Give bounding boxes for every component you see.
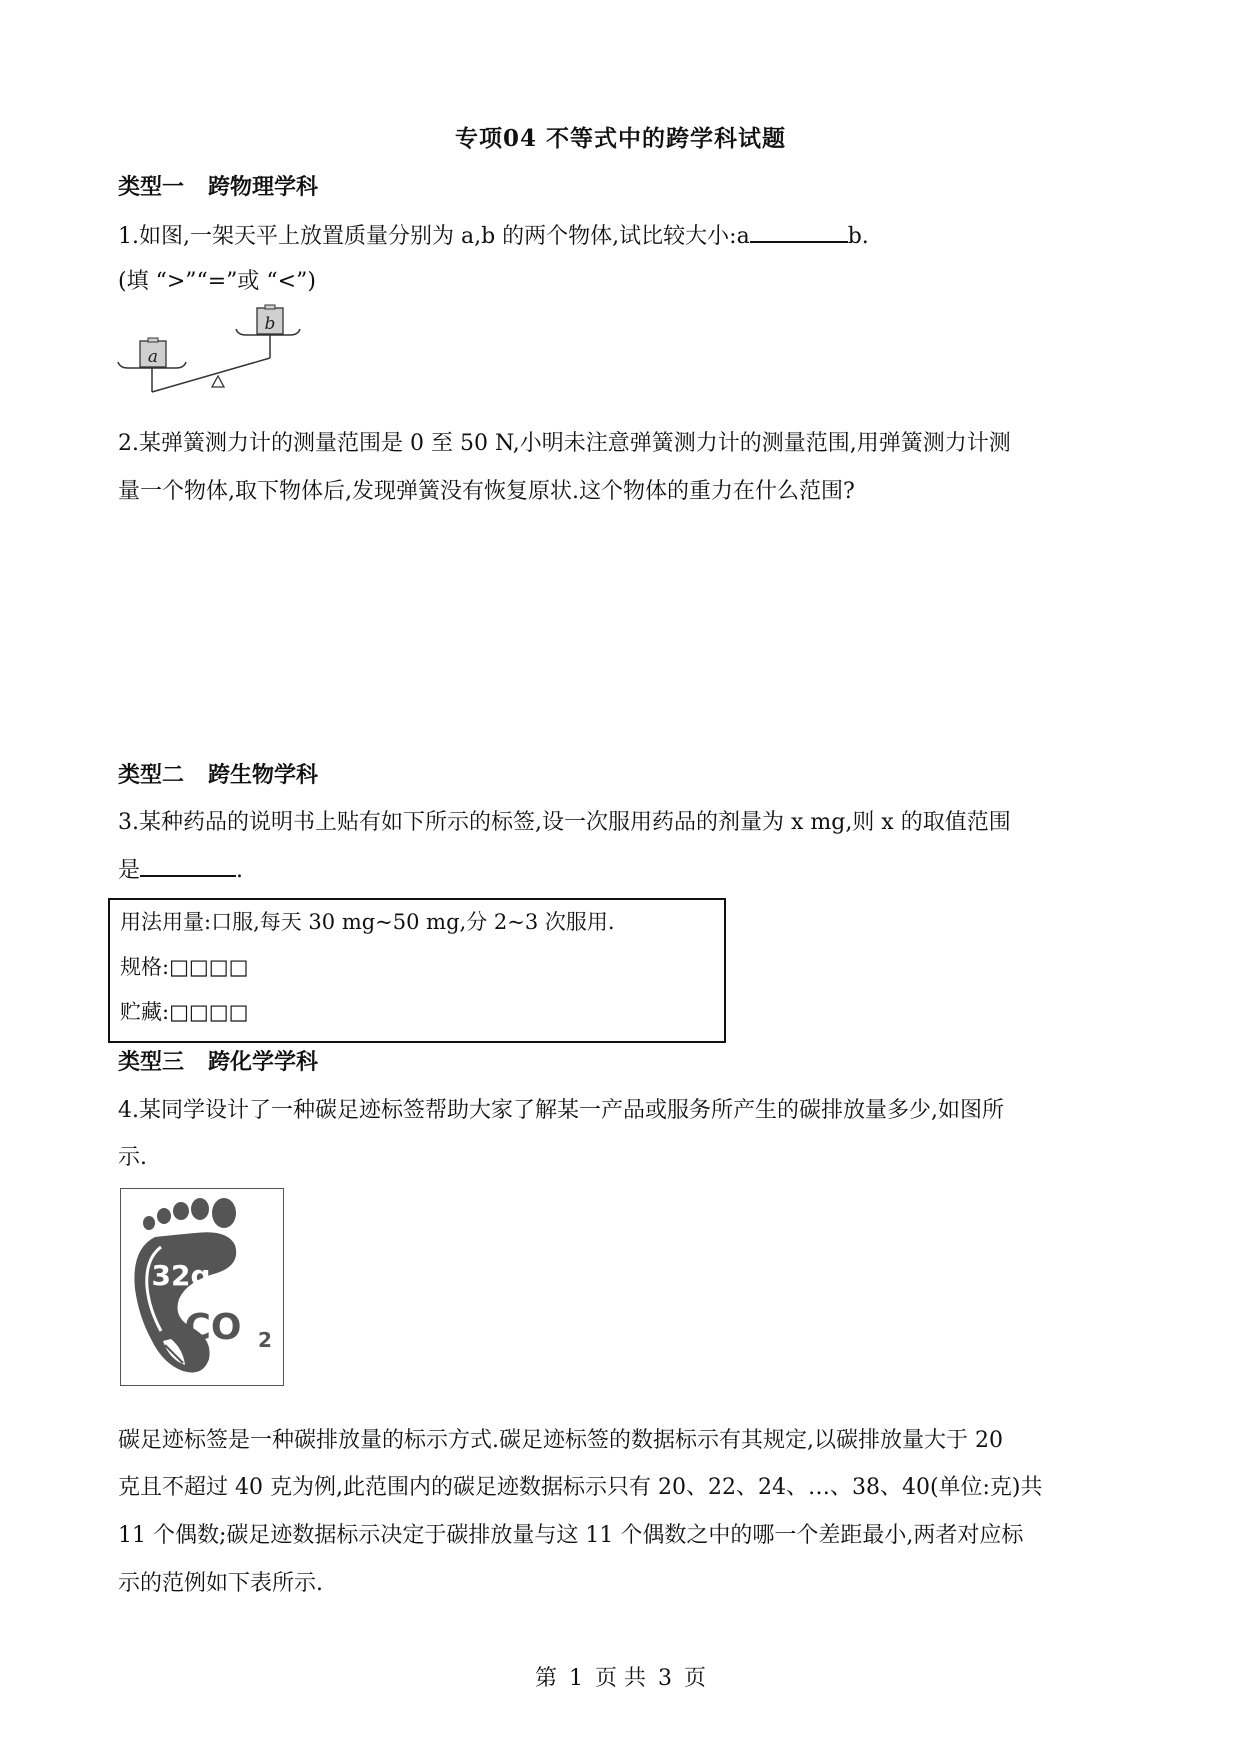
balance-scale-figure (116, 300, 338, 400)
q4-para-line-4: 示的范例如下表所示. (118, 1571, 323, 1596)
q3-line-2 (118, 853, 243, 884)
q4-para-line-3: 11 个偶数;碳足迹数据标示决定于碳排放量与这 11 个偶数之中的哪一个差距最小,两者对应标 (118, 1523, 1024, 1548)
question-1 (118, 219, 869, 250)
q1-text: 1.如图,一架天平上放置质量分别为 a,b 的两个物体,试比较大小:a (118, 224, 750, 249)
badge-subscript-text: 2 (258, 1328, 272, 1352)
label-row-storage: 贮藏:□□□□ (120, 1000, 249, 1024)
section-label: 类型二 (118, 762, 185, 788)
answer-blank (750, 223, 848, 243)
badge-unit-text: CO (184, 1307, 242, 1348)
footprint-icon (121, 1189, 283, 1385)
q3-text: 是 (118, 858, 141, 883)
badge-value-text: 32g (151, 1259, 211, 1292)
label-row-spec: 规格:□□□□ (120, 955, 249, 979)
q3-line-1: 3.某种药品的说明书上贴有如下所示的标签,设一次服用药品的剂量为 x mg,则 x 的取值范围 (118, 810, 1011, 835)
footer-mid: 页 共 (595, 1666, 646, 1691)
section-name: 跨化学学科 (208, 1049, 319, 1075)
section-name: 跨物理学科 (208, 174, 319, 200)
section-heading-physics (118, 170, 318, 201)
q4-para-line-1: 碳足迹标签是一种碳排放量的标示方式.碳足迹标签的数据标示有其规定,以碳排放量大于 20 (118, 1428, 1003, 1453)
mass-label-a: a (147, 347, 159, 367)
q3-text-end: . (236, 858, 244, 883)
footer-prefix: 第 (534, 1666, 557, 1691)
section-label: 类型一 (118, 174, 185, 200)
q1-text-end: b. (847, 224, 869, 249)
page-total: 3 (658, 1666, 672, 1691)
mass-label-b: b (264, 314, 276, 334)
section-name: 跨生物学科 (208, 762, 319, 788)
page-title: 专项04 不等式中的跨学科试题 (454, 125, 786, 152)
footer-suffix: 页 (684, 1666, 707, 1691)
label-row-dosage: 用法用量:口服,每天 30 mg~50 mg,分 2~3 次服用. (120, 910, 615, 934)
q4-line-2: 示. (118, 1145, 147, 1170)
q2-line-1: 2.某弹簧测力计的测量范围是 0 至 50 N,小明未注意弹簧测力计的测量范围,用弹簧测力计测 (118, 431, 1011, 456)
section-heading-biology (118, 758, 318, 789)
medicine-label-box (108, 898, 726, 1043)
q4-para-line-2: 克且不超过 40 克为例,此范围内的碳足迹数据标示只有 20、22、24、…、38、40(单位:克)共 (118, 1475, 1043, 1500)
carbon-footprint-label (120, 1188, 284, 1386)
section-heading-chemistry (118, 1045, 318, 1076)
q1-hint: (填 “>”“=”或 “<”) (118, 269, 316, 294)
page-number: 1 (569, 1666, 583, 1691)
answer-blank (140, 857, 236, 877)
q4-line-1: 4.某同学设计了一种碳足迹标签帮助大家了解某一产品或服务所产生的碳排放量多少,如图所 (118, 1098, 1004, 1123)
section-label: 类型三 (118, 1049, 185, 1075)
page-footer (0, 1661, 1241, 1692)
q2-line-2: 量一个物体,取下物体后,发现弹簧没有恢复原状.这个物体的重力在什么范围? (118, 479, 855, 504)
